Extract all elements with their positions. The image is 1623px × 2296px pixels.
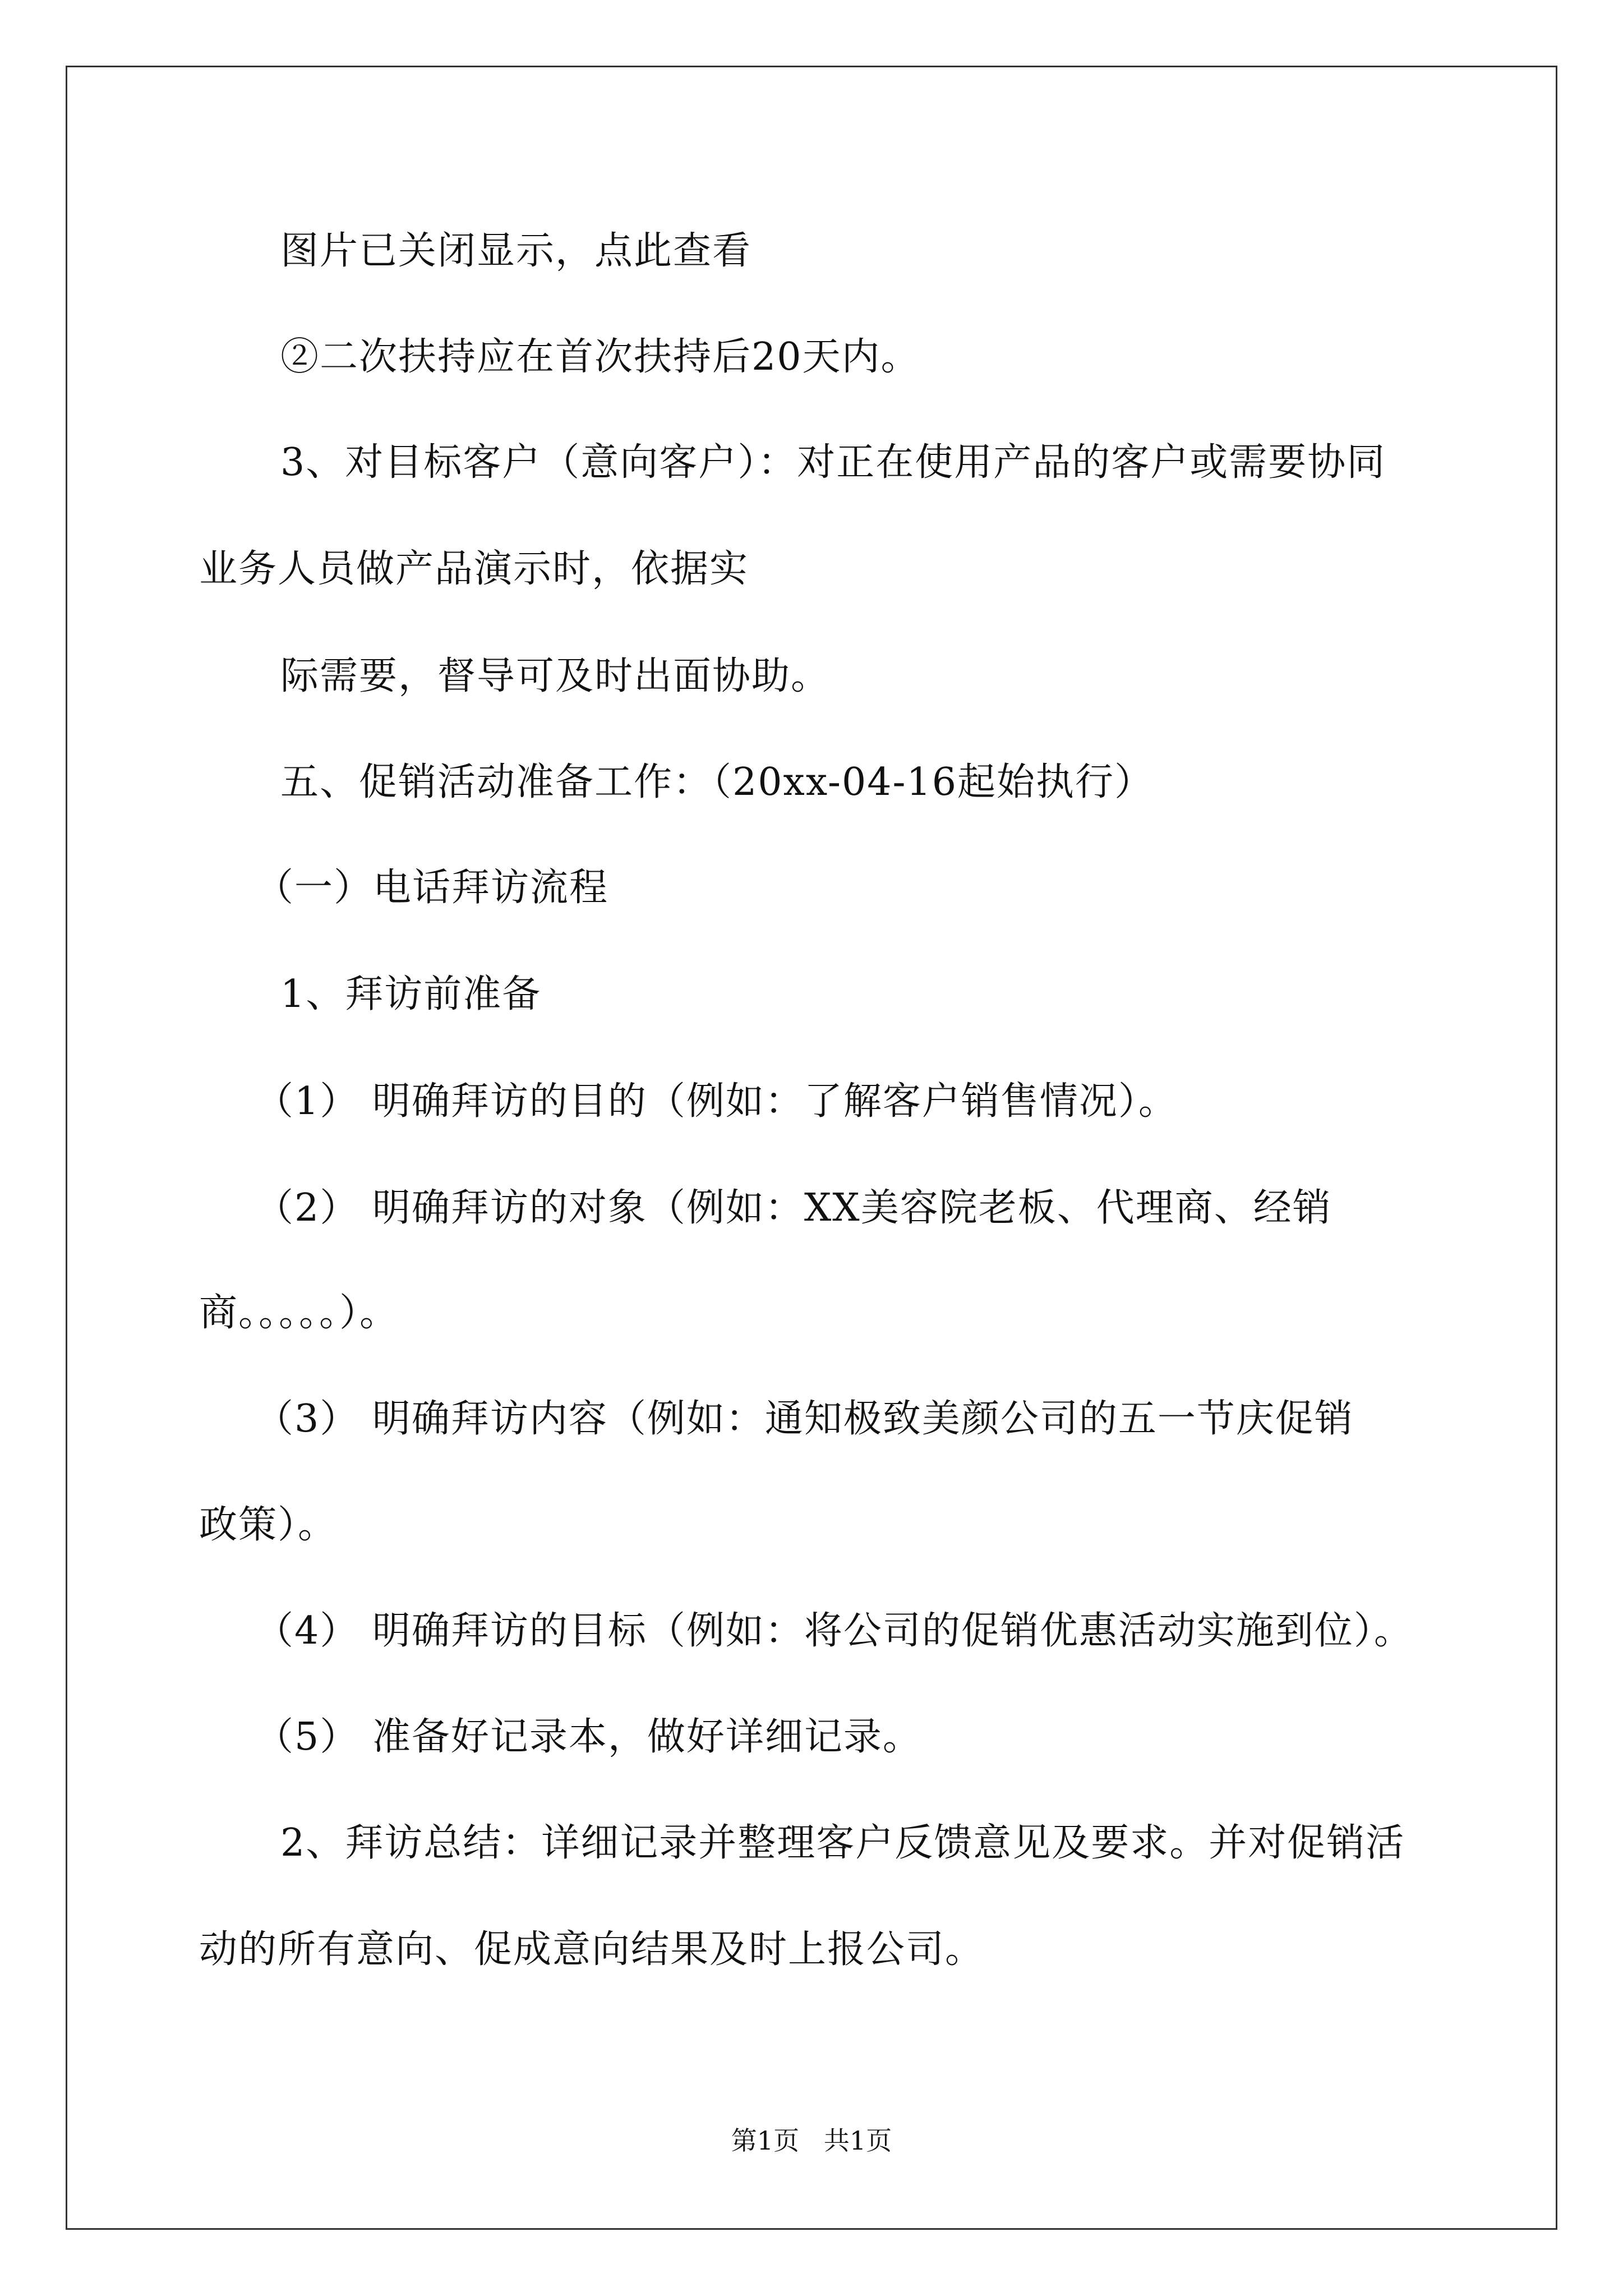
- paragraph-line: 际需要，督导可及时出面协助。: [280, 654, 831, 698]
- subsection-heading: （一）电话拜访流程: [255, 866, 609, 910]
- list-item: （3） 明确拜访内容（例如：通知极致美颜公司的五一节庆促销: [255, 1397, 1354, 1441]
- image-hidden-notice[interactable]: 图片已关闭显示，点此查看: [280, 229, 752, 273]
- list-item: （4） 明确拜访的目标（例如：将公司的促销优惠活动实施到位）。: [255, 1609, 1413, 1653]
- paragraph-line: 2、拜访总结：详细记录并整理客户反馈意见及要求。并对促销活: [280, 1821, 1405, 1865]
- list-item: （5） 准备好记录本，做好详细记录。: [255, 1715, 922, 1759]
- paragraph-line: 1、拜访前准备: [280, 972, 542, 1016]
- list-item-continuation: 政策）。: [199, 1503, 338, 1547]
- paragraph-line: 3、对目标客户（意向客户）：对正在使用产品的客户或需要协同: [280, 440, 1386, 485]
- paragraph-line: 动的所有意向、促成意向结果及时上报公司。: [199, 1927, 985, 1972]
- page-footer: 第1页 共1页: [731, 2125, 892, 2156]
- list-item: （1） 明确拜访的目的（例如：了解客户销售情况）。: [255, 1079, 1178, 1124]
- section-heading: 五、促销活动准备工作：（20xx-04-16起始执行）: [280, 760, 1154, 804]
- paragraph-line: ②二次扶持应在首次扶持后20天内。: [280, 335, 920, 379]
- list-item-continuation: 商。。。。。）。: [199, 1291, 399, 1335]
- list-item: （2） 明确拜访的对象（例如：XX美容院老板、代理商、经销: [255, 1186, 1332, 1230]
- page-border: [66, 66, 1557, 2230]
- paragraph-line: 业务人员做产品演示时，依据实: [199, 547, 749, 591]
